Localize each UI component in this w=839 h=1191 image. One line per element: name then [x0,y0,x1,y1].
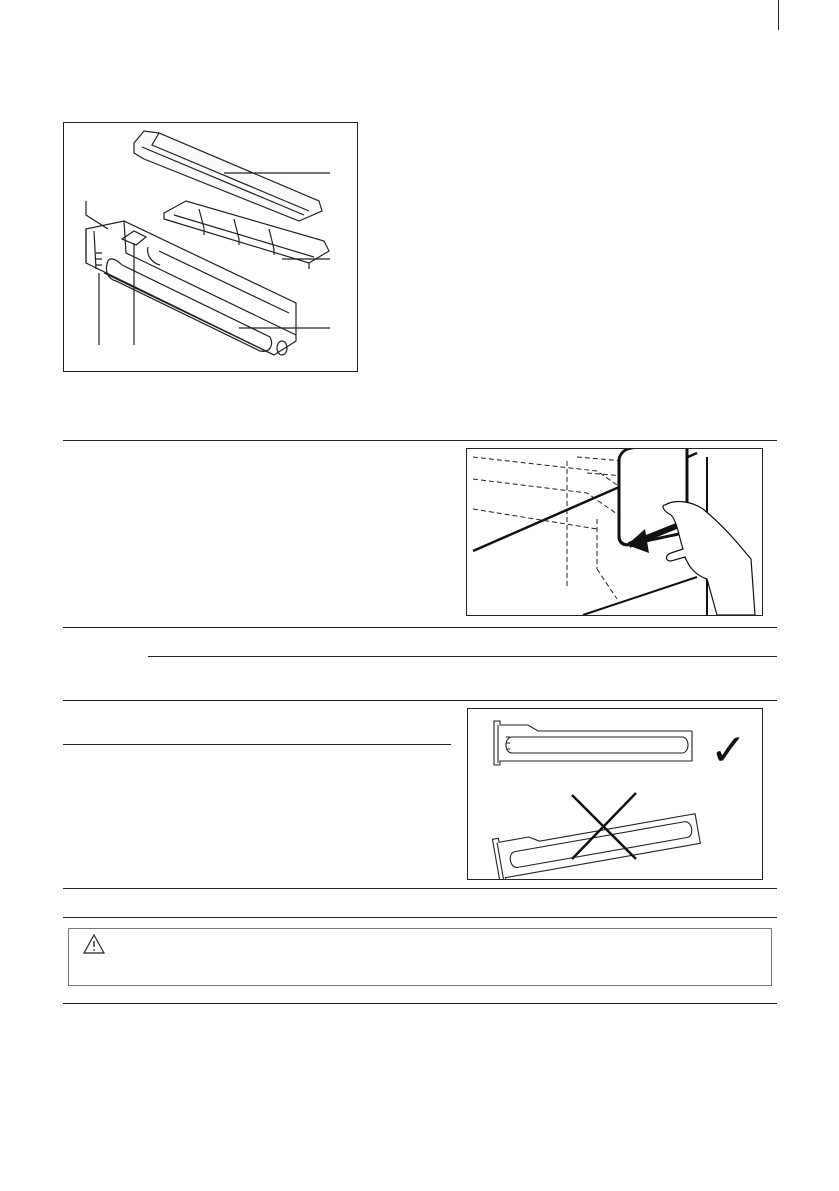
page-edge-rule [778,0,779,30]
warning-box [68,928,772,986]
check-mark-icon: ✓ [710,725,747,776]
dispenser-position-figure [467,708,763,880]
push-release-figure [466,448,763,616]
section-divider [63,917,777,918]
warning-triangle-icon [83,934,105,954]
hand-pressing-release-button-illustration-icon [467,449,762,615]
detergent-dispenser-exploded-diagram-icon [64,123,357,371]
section-divider [63,627,777,628]
dispenser-position-comparison-icon [468,709,762,879]
dispenser-exploded-figure [63,122,358,372]
table-divider [63,744,451,745]
section-divider [63,1003,777,1004]
section-divider [63,888,777,889]
section-divider [63,700,777,701]
section-divider [63,440,777,441]
sub-section-divider [148,656,777,657]
